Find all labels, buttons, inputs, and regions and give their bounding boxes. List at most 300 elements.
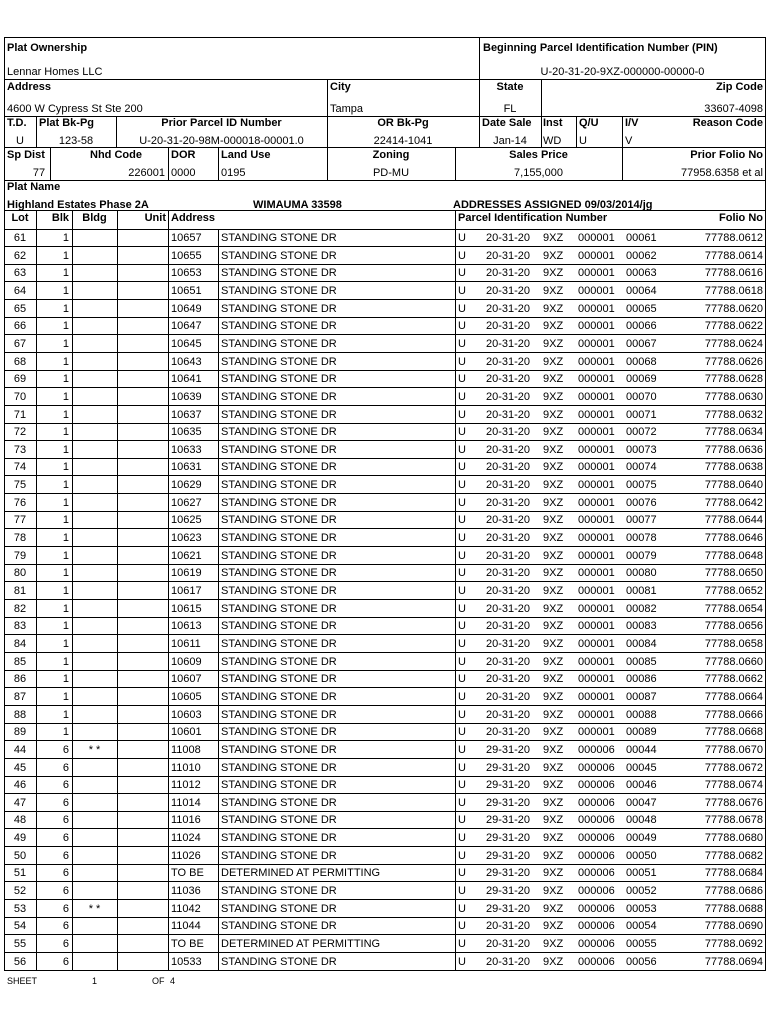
cell-t: U — [458, 337, 466, 350]
cell-sec: 20-31-20 — [486, 920, 531, 933]
cell-num: 10629 — [171, 479, 202, 492]
cell-street: STANDING STONE DR — [221, 567, 337, 580]
cell-blkp: 000006 — [578, 761, 615, 774]
cell-lotp: 00071 — [626, 408, 657, 421]
cell-blkp: 000001 — [578, 585, 615, 597]
cell-sub: 9XZ — [543, 779, 564, 792]
cell-t: U — [458, 726, 466, 739]
address-label: Address — [7, 81, 52, 93]
cell-lot: 65 — [13, 302, 27, 315]
cell-t: U — [458, 708, 466, 721]
cell-street: STANDING STONE DR — [221, 267, 337, 280]
cell-t: U — [458, 743, 466, 756]
cell-street: STANDING STONE DR — [221, 249, 337, 262]
cell-sec: 29-31-20 — [486, 814, 531, 827]
cell-lotp: 00065 — [626, 302, 657, 315]
cell-blkp: 000001 — [578, 390, 615, 403]
table-row — [0, 811, 770, 828]
cell-sub: 9XZ — [543, 390, 564, 403]
td-label: T.D. — [7, 117, 27, 129]
table-row — [0, 953, 770, 970]
cell-blk: 1 — [62, 602, 69, 615]
cell-street: STANDING STONE DR — [221, 408, 337, 421]
cell-folio: 77788.0622 — [704, 320, 763, 333]
cell-blkp: 000001 — [578, 232, 615, 244]
cell-blk: 6 — [62, 796, 69, 809]
cell-sub: 9XZ — [543, 867, 564, 880]
cell-t: U — [458, 779, 466, 792]
cell-t: U — [458, 567, 466, 580]
zip-label: Zip Code — [715, 81, 763, 93]
cell-lotp: 00083 — [626, 620, 657, 633]
cell-sec: 29-31-20 — [486, 832, 531, 845]
cell-sec: 20-31-20 — [486, 373, 531, 386]
cell-t: U — [458, 955, 466, 968]
cell-blkp: 000001 — [578, 426, 615, 439]
cell-blkp: 000006 — [578, 920, 615, 933]
cell-sec: 20-31-20 — [486, 620, 531, 633]
cell-street: STANDING STONE DR — [221, 532, 337, 545]
cell-lot: 61 — [13, 232, 27, 244]
cell-blk: 1 — [62, 708, 69, 721]
cell-num: 11008 — [171, 743, 201, 756]
cell-sec: 20-31-20 — [486, 355, 531, 368]
cell-lotp: 00067 — [626, 337, 657, 350]
cell-num: 11026 — [171, 849, 201, 862]
cell-lot: 44 — [13, 743, 27, 756]
cell-blk: 1 — [62, 355, 69, 368]
cell-blkp: 000001 — [578, 267, 615, 280]
cell-num: 10601 — [171, 726, 202, 739]
cell-blk: 6 — [62, 832, 69, 845]
cell-lotp: 00077 — [626, 514, 657, 527]
cell-sub: 9XZ — [543, 284, 564, 297]
cell-sec: 20-31-20 — [486, 585, 531, 597]
cell-blkp: 000006 — [578, 955, 615, 968]
cell-lot: 51 — [13, 867, 27, 880]
cell-sec: 20-31-20 — [486, 708, 531, 721]
cell-sec: 20-31-20 — [486, 567, 531, 580]
table-row — [0, 370, 770, 387]
cell-lotp: 00063 — [626, 267, 657, 280]
table-row — [0, 935, 770, 952]
cell-lotp: 00050 — [626, 849, 657, 862]
cell-blkp: 000001 — [578, 690, 615, 703]
cell-street: STANDING STONE DR — [221, 673, 337, 686]
addresses-assigned: ADDRESSES ASSIGNED 09/03/2014/jg — [453, 199, 653, 211]
cell-folio: 77788.0670 — [704, 743, 763, 756]
cell-sec: 20-31-20 — [486, 726, 531, 739]
cell-sec: 20-31-20 — [486, 514, 531, 527]
cell-sec: 29-31-20 — [486, 743, 531, 756]
beginning-pin: U-20-31-20-9XZ-000000-00000-0 — [540, 66, 705, 78]
cell-t: U — [458, 849, 466, 862]
owner-zip: 33607-4098 — [704, 103, 763, 115]
cell-sec: 20-31-20 — [486, 673, 531, 686]
cell-blkp: 000006 — [578, 743, 615, 756]
cell-t: U — [458, 885, 466, 898]
cell-blkp: 000001 — [578, 514, 615, 527]
cell-lotp: 00079 — [626, 549, 657, 562]
cell-blk: 1 — [62, 690, 69, 703]
cell-lotp: 00055 — [626, 938, 657, 950]
cell-sub: 9XZ — [543, 885, 564, 898]
cell-street: STANDING STONE DR — [221, 726, 337, 739]
cell-blk: 1 — [62, 549, 69, 562]
cell-street: STANDING STONE DR — [221, 585, 337, 597]
cell-t: U — [458, 867, 466, 880]
cell-sec: 29-31-20 — [486, 779, 531, 792]
plat-bkpg-value: 123-58 — [58, 135, 94, 147]
cell-num: 10609 — [171, 655, 202, 668]
owner-name: Lennar Homes LLC — [7, 66, 103, 78]
table-row — [0, 282, 770, 299]
cell-blkp: 000001 — [578, 655, 615, 668]
cell-street: STANDING STONE DR — [221, 779, 337, 792]
cell-blk: 1 — [62, 373, 69, 386]
cell-blkp: 000001 — [578, 337, 615, 350]
cell-blkp: 000001 — [578, 373, 615, 386]
cell-folio: 77788.0644 — [704, 514, 763, 527]
cell-folio: 77788.0658 — [704, 637, 763, 650]
table-row — [0, 229, 770, 246]
cell-t: U — [458, 373, 466, 386]
cell-lot: 73 — [13, 443, 27, 456]
cell-sub: 9XZ — [543, 585, 564, 597]
cell-folio: 77788.0630 — [704, 390, 763, 403]
cell-street: STANDING STONE DR — [221, 549, 337, 562]
cell-sec: 20-31-20 — [486, 655, 531, 668]
date-sale-value: Jan-14 — [493, 135, 527, 147]
cell-blkp: 000001 — [578, 673, 615, 686]
cell-lotp: 00085 — [626, 655, 657, 668]
cell-blk: 1 — [62, 249, 69, 262]
cell-sec: 20-31-20 — [486, 426, 531, 439]
date-sale-label: Date Sale — [482, 117, 532, 129]
cell-sec: 20-31-20 — [486, 532, 531, 545]
cell-num: 10633 — [171, 443, 202, 456]
owner-address: 4600 W Cypress St Ste 200 — [7, 103, 143, 115]
cell-lot: 77 — [13, 514, 27, 527]
cell-num: 10635 — [171, 426, 202, 439]
cell-sub: 9XZ — [543, 955, 564, 968]
cell-num: 11014 — [171, 796, 201, 809]
cell-street: DETERMINED AT PERMITTING — [221, 938, 381, 950]
cell-lot: 81 — [13, 585, 27, 597]
table-row — [0, 706, 770, 723]
table-row — [0, 741, 770, 758]
cell-t: U — [458, 938, 466, 950]
table-row — [0, 335, 770, 352]
cell-lotp: 00074 — [626, 461, 657, 474]
cell-lot: 67 — [13, 337, 27, 350]
col-address: Address — [171, 212, 216, 224]
cell-blk: 6 — [62, 938, 69, 950]
cell-lot: 70 — [13, 390, 27, 403]
cell-sub: 9XZ — [543, 567, 564, 580]
table-row — [0, 847, 770, 864]
cell-blkp: 000001 — [578, 302, 615, 315]
cell-street: STANDING STONE DR — [221, 920, 337, 933]
reason-code-label: Reason Code — [692, 117, 763, 129]
cell-lot: 75 — [13, 479, 27, 492]
cell-bldg: * * — [88, 902, 101, 915]
table-row — [0, 723, 770, 740]
cell-sub: 9XZ — [543, 443, 564, 456]
cell-t: U — [458, 602, 466, 615]
table-row — [0, 388, 770, 405]
cell-t: U — [458, 496, 466, 509]
cell-num: 10631 — [171, 461, 202, 474]
cell-street: STANDING STONE DR — [221, 708, 337, 721]
cell-sec: 29-31-20 — [486, 885, 531, 898]
cell-folio: 77788.0614 — [704, 249, 763, 262]
cell-sub: 9XZ — [543, 920, 564, 933]
cell-t: U — [458, 302, 466, 315]
cell-folio: 77788.0616 — [704, 267, 763, 280]
sp-dist-value: 77 — [32, 167, 46, 179]
cell-lotp: 00075 — [626, 479, 657, 492]
cell-num: 10647 — [171, 320, 202, 333]
nhd-code-value: 226001 — [128, 167, 165, 179]
cell-num: 10651 — [171, 284, 202, 297]
cell-blkp: 000001 — [578, 620, 615, 633]
cell-t: U — [458, 532, 466, 545]
cell-folio: 77788.0620 — [704, 302, 763, 315]
cell-lot: 49 — [13, 832, 27, 845]
cell-folio: 77788.0676 — [704, 796, 763, 809]
cell-sub: 9XZ — [543, 796, 564, 809]
cell-t: U — [458, 461, 466, 474]
cell-blk: 1 — [62, 514, 69, 527]
zoning-value: PD-MU — [372, 167, 410, 179]
cell-folio: 77788.0650 — [704, 567, 763, 580]
row-divider — [4, 970, 766, 971]
cell-sub: 9XZ — [543, 337, 564, 350]
cell-street: DETERMINED AT PERMITTING — [221, 867, 381, 880]
cell-t: U — [458, 249, 466, 262]
table-row — [0, 476, 770, 493]
cell-sub: 9XZ — [543, 726, 564, 739]
cell-blkp: 000001 — [578, 602, 615, 615]
cell-num: 10611 — [171, 637, 201, 650]
cell-sub: 9XZ — [543, 302, 564, 315]
cell-sub: 9XZ — [543, 232, 564, 244]
cell-lotp: 00061 — [626, 232, 657, 244]
cell-num: 11044 — [171, 920, 201, 933]
cell-folio: 77788.0642 — [704, 496, 763, 509]
cell-sec: 20-31-20 — [486, 938, 531, 950]
cell-lot: 71 — [13, 408, 27, 421]
cell-lot: 47 — [13, 796, 27, 809]
cell-t: U — [458, 232, 466, 244]
table-row — [0, 264, 770, 281]
cell-folio: 77788.0682 — [704, 849, 763, 862]
cell-t: U — [458, 355, 466, 368]
cell-lotp: 00053 — [626, 902, 657, 915]
table-row — [0, 776, 770, 793]
col-pin: Parcel Identification Number — [458, 212, 608, 224]
table-row — [0, 635, 770, 652]
cell-t: U — [458, 426, 466, 439]
cell-lot: 78 — [13, 532, 27, 545]
inst-label: Inst — [543, 117, 563, 129]
cell-t: U — [458, 637, 466, 650]
cell-t: U — [458, 902, 466, 915]
cell-num: 10655 — [171, 249, 202, 262]
cell-blkp: 000006 — [578, 849, 615, 862]
cell-num: 10617 — [171, 585, 202, 597]
cell-street: STANDING STONE DR — [221, 637, 337, 650]
cell-sec: 20-31-20 — [486, 549, 531, 562]
cell-blkp: 000001 — [578, 708, 615, 721]
cell-blkp: 000006 — [578, 867, 615, 880]
cell-lot: 74 — [13, 461, 27, 474]
cell-num: 10623 — [171, 532, 202, 545]
plat-name: Highland Estates Phase 2A — [7, 199, 149, 211]
cell-street: STANDING STONE DR — [221, 761, 337, 774]
cell-sec: 20-31-20 — [486, 320, 531, 333]
cell-sec: 20-31-20 — [486, 479, 531, 492]
plat-city: WIMAUMA 33598 — [253, 199, 342, 211]
cell-lot: 66 — [13, 320, 27, 333]
cell-lotp: 00078 — [626, 532, 657, 545]
col-unit: Unit — [144, 212, 166, 224]
cell-lotp: 00052 — [626, 885, 657, 898]
cell-blkp: 000001 — [578, 567, 615, 580]
cell-folio: 77788.0666 — [704, 708, 763, 721]
cell-sec: 29-31-20 — [486, 849, 531, 862]
cell-blkp: 000001 — [578, 320, 615, 333]
col-lot: Lot — [11, 212, 29, 224]
cell-num: 10621 — [171, 549, 202, 562]
cell-sec: 20-31-20 — [486, 690, 531, 703]
cell-lotp: 00051 — [626, 867, 657, 880]
cell-folio: 77788.0634 — [704, 426, 763, 439]
cell-num: 10607 — [171, 673, 202, 686]
cell-street: STANDING STONE DR — [221, 284, 337, 297]
cell-street: STANDING STONE DR — [221, 390, 337, 403]
table-row — [0, 864, 770, 881]
cell-sec: 20-31-20 — [486, 337, 531, 350]
cell-lotp: 00070 — [626, 390, 657, 403]
cell-blkp: 000006 — [578, 779, 615, 792]
cell-t: U — [458, 390, 466, 403]
cell-street: STANDING STONE DR — [221, 302, 337, 315]
cell-folio: 77788.0632 — [704, 408, 763, 421]
pin-label: Beginning Parcel Identification Number (PIN) — [483, 42, 718, 54]
cell-street: STANDING STONE DR — [221, 814, 337, 827]
cell-lot: 86 — [13, 673, 27, 686]
table-row — [0, 688, 770, 705]
cell-sub: 9XZ — [543, 761, 564, 774]
cell-lotp: 00069 — [626, 373, 657, 386]
cell-blkp: 000001 — [578, 408, 615, 421]
cell-folio: 77788.0654 — [704, 602, 763, 615]
table-row — [0, 511, 770, 528]
cell-blk: 1 — [62, 461, 69, 474]
cell-t: U — [458, 549, 466, 562]
cell-blk: 1 — [62, 320, 69, 333]
cell-lot: 82 — [13, 602, 27, 615]
cell-num: 10643 — [171, 355, 202, 368]
city-label: City — [330, 81, 351, 93]
cell-num: 11042 — [171, 902, 201, 915]
cell-lot: 62 — [13, 249, 27, 262]
table-row — [0, 582, 770, 599]
sheet-total: 4 — [170, 976, 176, 986]
cell-street: STANDING STONE DR — [221, 443, 337, 456]
cell-blk: 1 — [62, 302, 69, 315]
cell-lotp: 00072 — [626, 426, 657, 439]
cell-folio: 77788.0638 — [704, 461, 763, 474]
cell-blkp: 000001 — [578, 284, 615, 297]
cell-blk: 1 — [62, 232, 69, 244]
cell-t: U — [458, 655, 466, 668]
cell-folio: 77788.0662 — [704, 673, 763, 686]
cell-sec: 29-31-20 — [486, 761, 531, 774]
cell-sub: 9XZ — [543, 708, 564, 721]
sales-price-label: Sales Price — [509, 149, 568, 161]
cell-sub: 9XZ — [543, 249, 564, 262]
cell-lot: 48 — [13, 814, 27, 827]
cell-folio: 77788.0678 — [704, 814, 763, 827]
cell-blkp: 000001 — [578, 249, 615, 262]
cell-lot: 76 — [13, 496, 27, 509]
cell-sub: 9XZ — [543, 408, 564, 421]
cell-sec: 20-31-20 — [486, 302, 531, 315]
cell-blkp: 000001 — [578, 461, 615, 474]
cell-lotp: 00081 — [626, 585, 657, 597]
cell-lot: 55 — [13, 938, 27, 950]
td-value: U — [16, 135, 24, 147]
cell-num: 10603 — [171, 708, 202, 721]
cell-blkp: 000001 — [578, 549, 615, 562]
cell-blk: 1 — [62, 620, 69, 633]
cell-num: 10637 — [171, 408, 202, 421]
plat-ownership-label: Plat Ownership — [7, 42, 88, 54]
cell-sec: 20-31-20 — [486, 284, 531, 297]
of-label: OF — [152, 976, 165, 986]
cell-sec: 29-31-20 — [486, 902, 531, 915]
cell-blkp: 000006 — [578, 832, 615, 845]
cell-folio: 77788.0648 — [704, 549, 763, 562]
iv-label: I/V — [625, 117, 639, 129]
cell-street: STANDING STONE DR — [221, 655, 337, 668]
cell-sub: 9XZ — [543, 690, 564, 703]
cell-blk: 6 — [62, 867, 69, 880]
cell-blk: 6 — [62, 779, 69, 792]
cell-lot: 63 — [13, 267, 27, 280]
cell-folio: 77788.0692 — [704, 938, 763, 950]
cell-sec: 20-31-20 — [486, 443, 531, 456]
cell-folio: 77788.0624 — [704, 337, 763, 350]
cell-folio: 77788.0646 — [704, 532, 763, 545]
cell-lot: 88 — [13, 708, 27, 721]
table-row — [0, 529, 770, 546]
cell-t: U — [458, 443, 466, 456]
cell-blkp: 000001 — [578, 496, 615, 509]
cell-num: 10619 — [171, 567, 202, 580]
cell-street: STANDING STONE DR — [221, 461, 337, 474]
cell-blk: 1 — [62, 284, 69, 297]
cell-num: 10627 — [171, 496, 202, 509]
cell-lotp: 00084 — [626, 637, 657, 650]
cell-folio: 77788.0672 — [704, 761, 763, 774]
cell-sub: 9XZ — [543, 267, 564, 280]
cell-street: STANDING STONE DR — [221, 885, 337, 898]
cell-street: STANDING STONE DR — [221, 743, 337, 756]
